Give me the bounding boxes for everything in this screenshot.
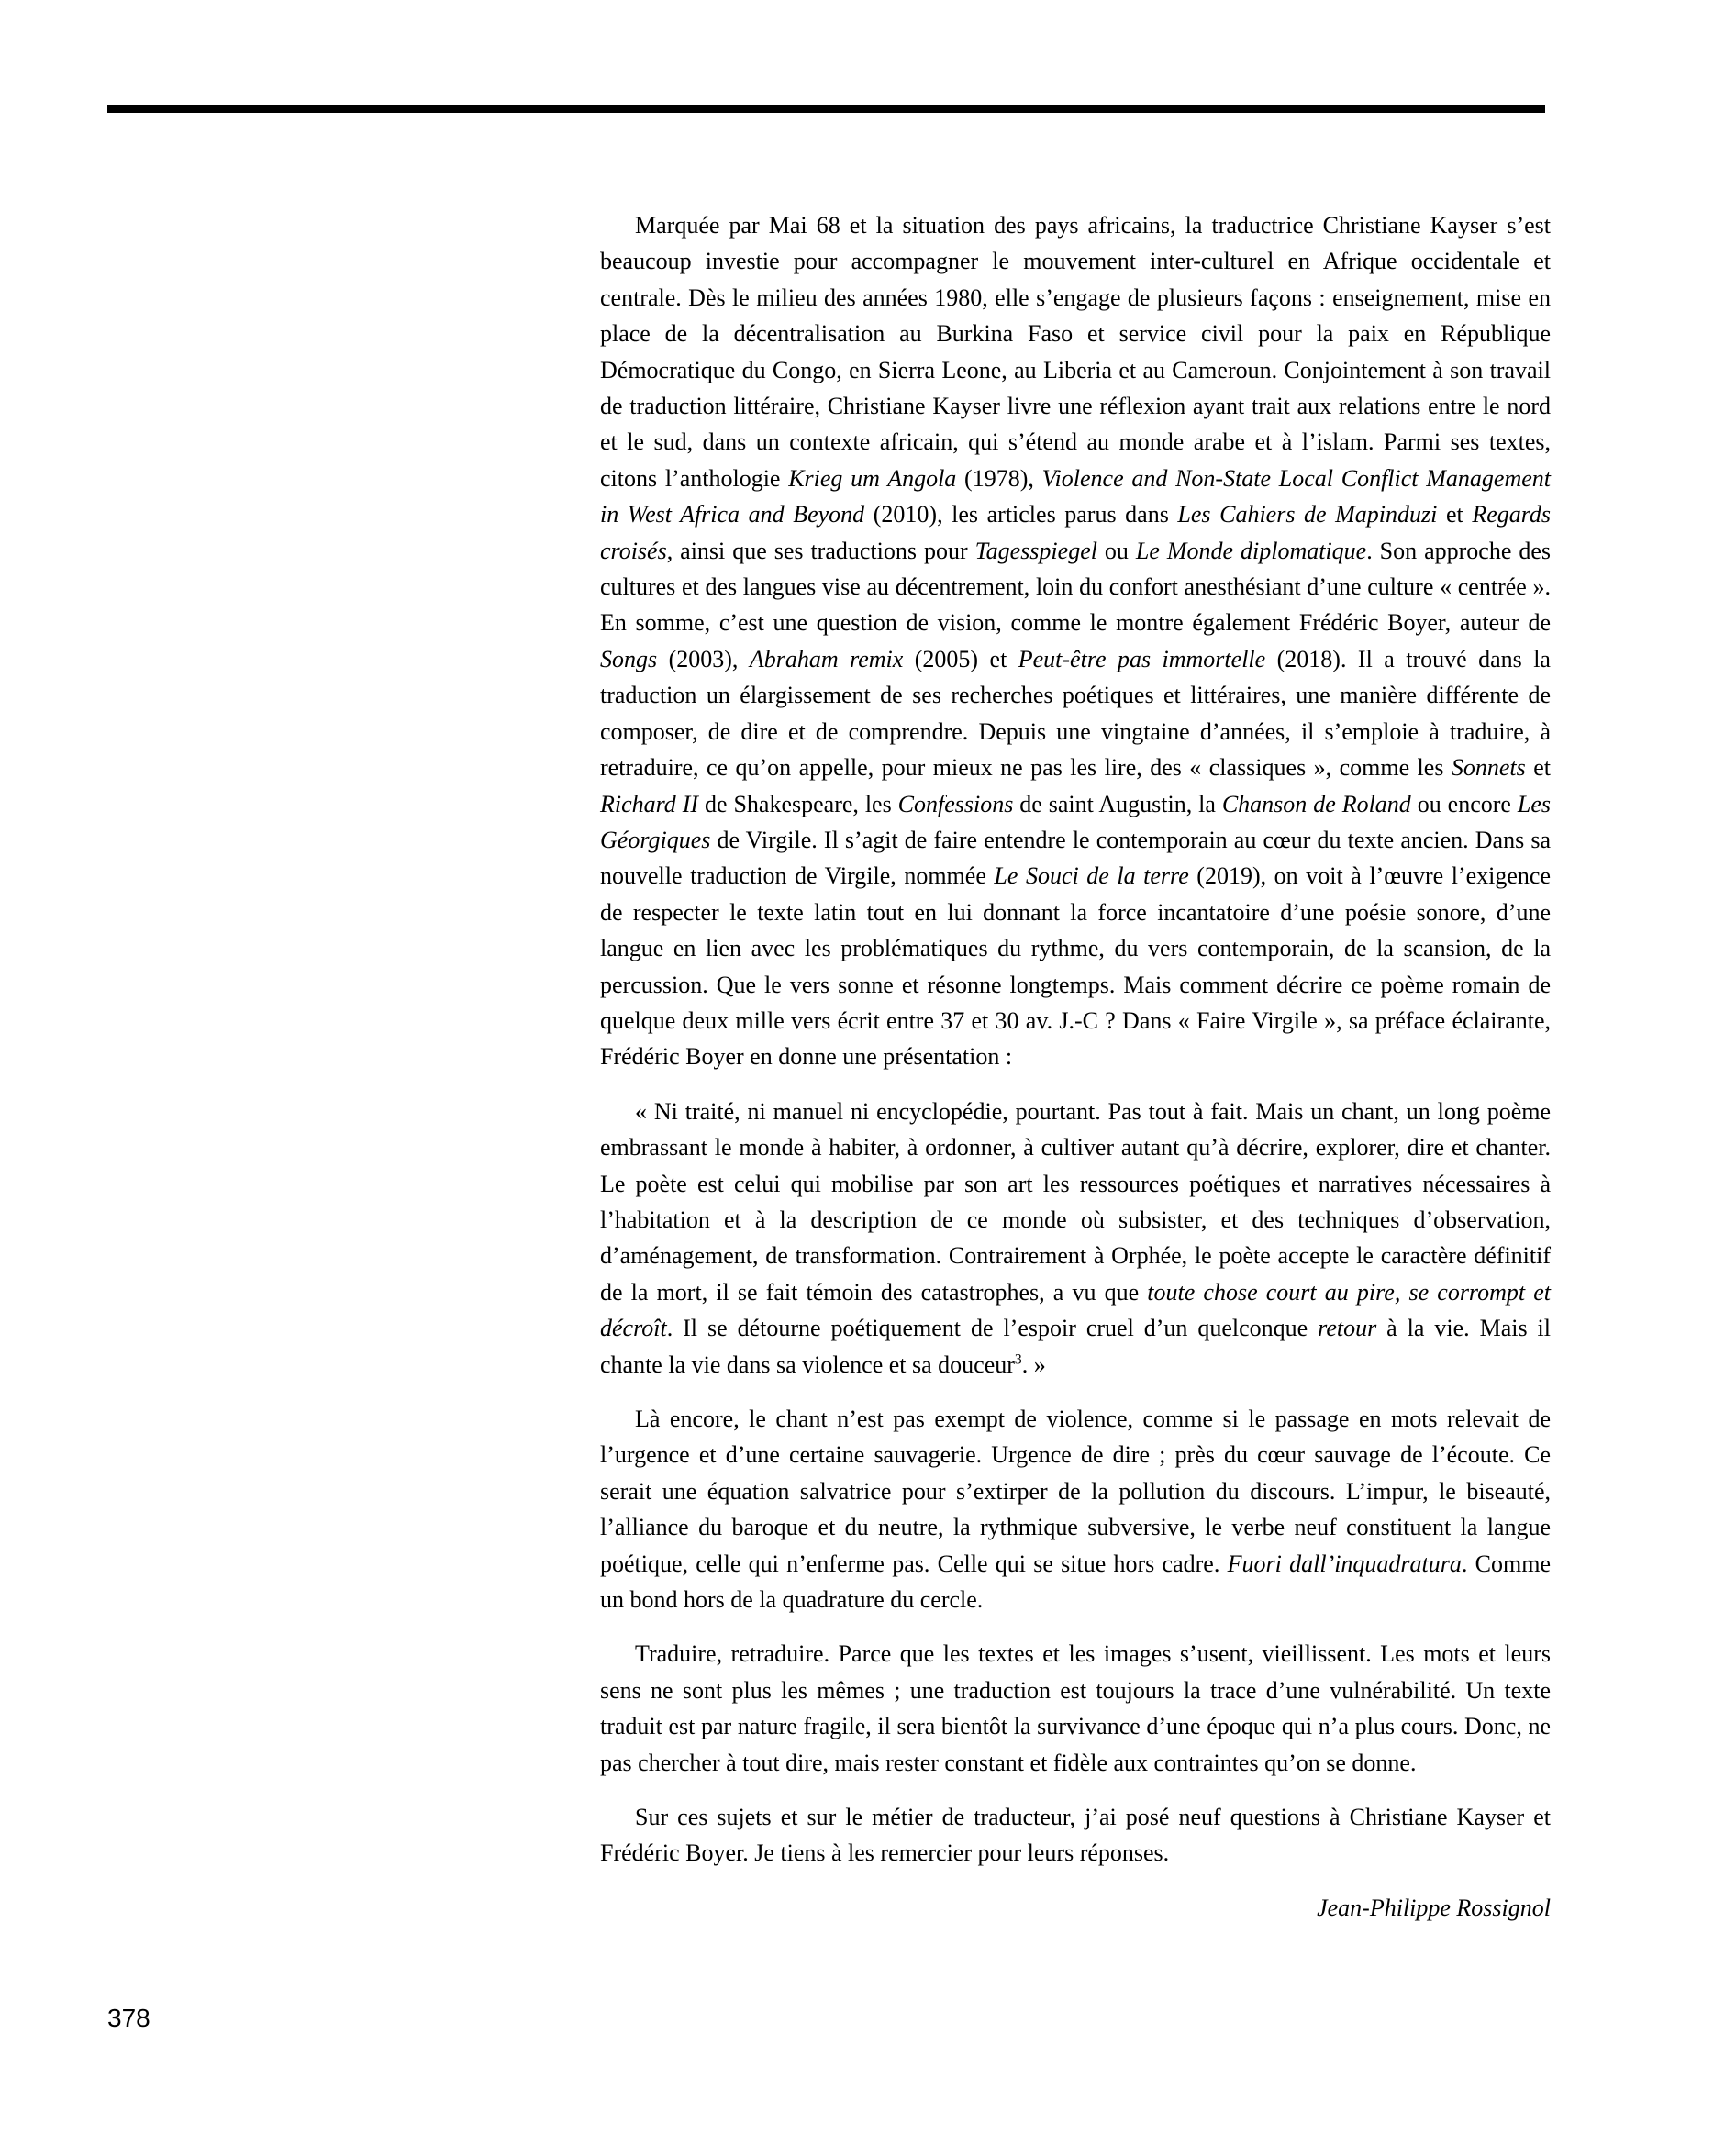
paragraph-closing: Sur ces sujets et sur le métier de traducteur, j’ai posé neuf questions à Christiane Kayser et Frédéric Boyer. Je tiens à les remercier pour leurs réponses.	[600, 1804, 1551, 1867]
paragraph-quote: « Ni traité, ni manuel ni encyclopédie, pourtant. Pas tout à fait. Mais un chant, un long poème embrassant le monde à habiter, à ordonner, à cultiver autant qu’à décrire, explorer, dire et chanter. Le poète est celui qui mobilise par son art les ressources poétiques et narratives nécessaires à l’habitation et à la description de ce monde où subsister, et des techniques d’observation, d’aménagement, de transformation. Contrairement à Orphée, le poète accepte le caractère définitif de la mort, il se fait témoin des catastrophes, a vu que toute chose court au pire, se corrompt et décroît. Il se détourne poétiquement de l’espoir cruel d’un quelconque retour à la vie. Mais il chante la vie dans sa violence et sa douceur$^3$. »	[600, 1097, 1551, 1378]
paragraph-commentary: Là encore, le chant n’est pas exempt de violence, comme si le passage en mots relevait de l’urgence et d’une certaine sauvagerie. Urgence de dire ; près du cœur sauvage de l’écoute. Ce serait une équation salvatrice pour s’extirper de la pollution du discours. L’impur, le biseauté, l’alliance du baroque et du neutre, la rythmique subversive, le verbe neuf constituent la langue poétique, celle qui n’enferme pas. Celle qui se situe hors cadre. Fuori dall’inquadratura. Comme un bond hors de la quadrature du cercle.	[600, 1406, 1551, 1614]
article-body	[600, 207, 1551, 1926]
paragraph-intro: Marquée par Mai 68 et la situation des pays africains, la traductrice Christiane Kayser s’est beaucoup investie pour accompagner le mouvement inter-culturel en Afrique occidentale et centrale. Dès le milieu des années 1980, elle s’engage de plusieurs façons : enseignement, mise en place de la décentralisation au Burkina Faso et service civil pour la paix en République Démocratique du Congo, en Sierra Leone, au Liberia et au Cameroun. Conjointement à son travail de traduction littéraire, Christiane Kayser livre une réflexion ayant trait aux relations entre le nord et le sud, dans un contexte africain, qui s’étend au monde arabe et à l’islam. Parmi ses textes, citons l’anthologie Krieg um Angola (1978), Violence and Non-State Local Conflict Management in West Africa and Beyond (2010), les articles parus dans Les Cahiers de Mapinduzi et Regards croisés, ainsi que ses traductions pour Tagesspiegel ou Le Monde diplomatique. Son approche des cultures et des langues vise au décentrement, loin du confort anesthésiant d’une culture « centrée ». En somme, c’est une question de vision, comme le montre également Frédéric Boyer, auteur de Songs (2003), Abraham remix (2005) et Peut-être pas immortelle (2018). Il a trouvé dans la traduction un élargissement de ses recherches poétiques et littéraires, une manière différente de composer, de dire et de comprendre. Depuis une vingtaine d’années, il s’emploie à traduire, à retraduire, ce qu’on appelle, pour mieux ne pas les lire, des « classiques », comme les Sonnets et Richard II de Shakespeare, les Confessions de saint Augustin, la Chanson de Roland ou encore Les Géorgiques de Virgile. Il s’agit de faire entendre le contemporain au cœur du texte ancien. Dans sa nouvelle traduction de Virgile, nommée Le Souci de la terre (2019), on voit à l’œuvre l’exigence de respecter le texte latin tout en lui donnant la force incantatoire d’une poésie sonore, d’une langue en lien avec les problématiques du rythme, du vers contemporain, de la scansion, de la percussion. Que le vers sonne et résonne longtemps. Mais comment décrire ce poème romain de quelque deux mille vers écrit entre 37 et 30 av. J.-C ? Dans « Faire Virgile », sa préface éclairante, Frédéric Boyer en donne une présentation :	[600, 212, 1552, 1071]
page-number: 378	[107, 2004, 150, 2032]
paragraph-traduire: Traduire, retraduire. Parce que les textes et les images s’usent, vieillissent. Les mots et leurs sens ne sont plus les mêmes ; une traduction est toujours la trace d’une vulnérabilité. Un texte traduit est par nature fragile, il sera bientôt la survivance d’une époque qui n’a plus cours. Donc, ne pas chercher à tout dire, mais rester constant et fidèle aux contraintes qu’on se donne.	[600, 1640, 1551, 1776]
author-signature: Jean-Philippe Rossignol	[1317, 1894, 1551, 1921]
top-rule	[107, 105, 1545, 113]
